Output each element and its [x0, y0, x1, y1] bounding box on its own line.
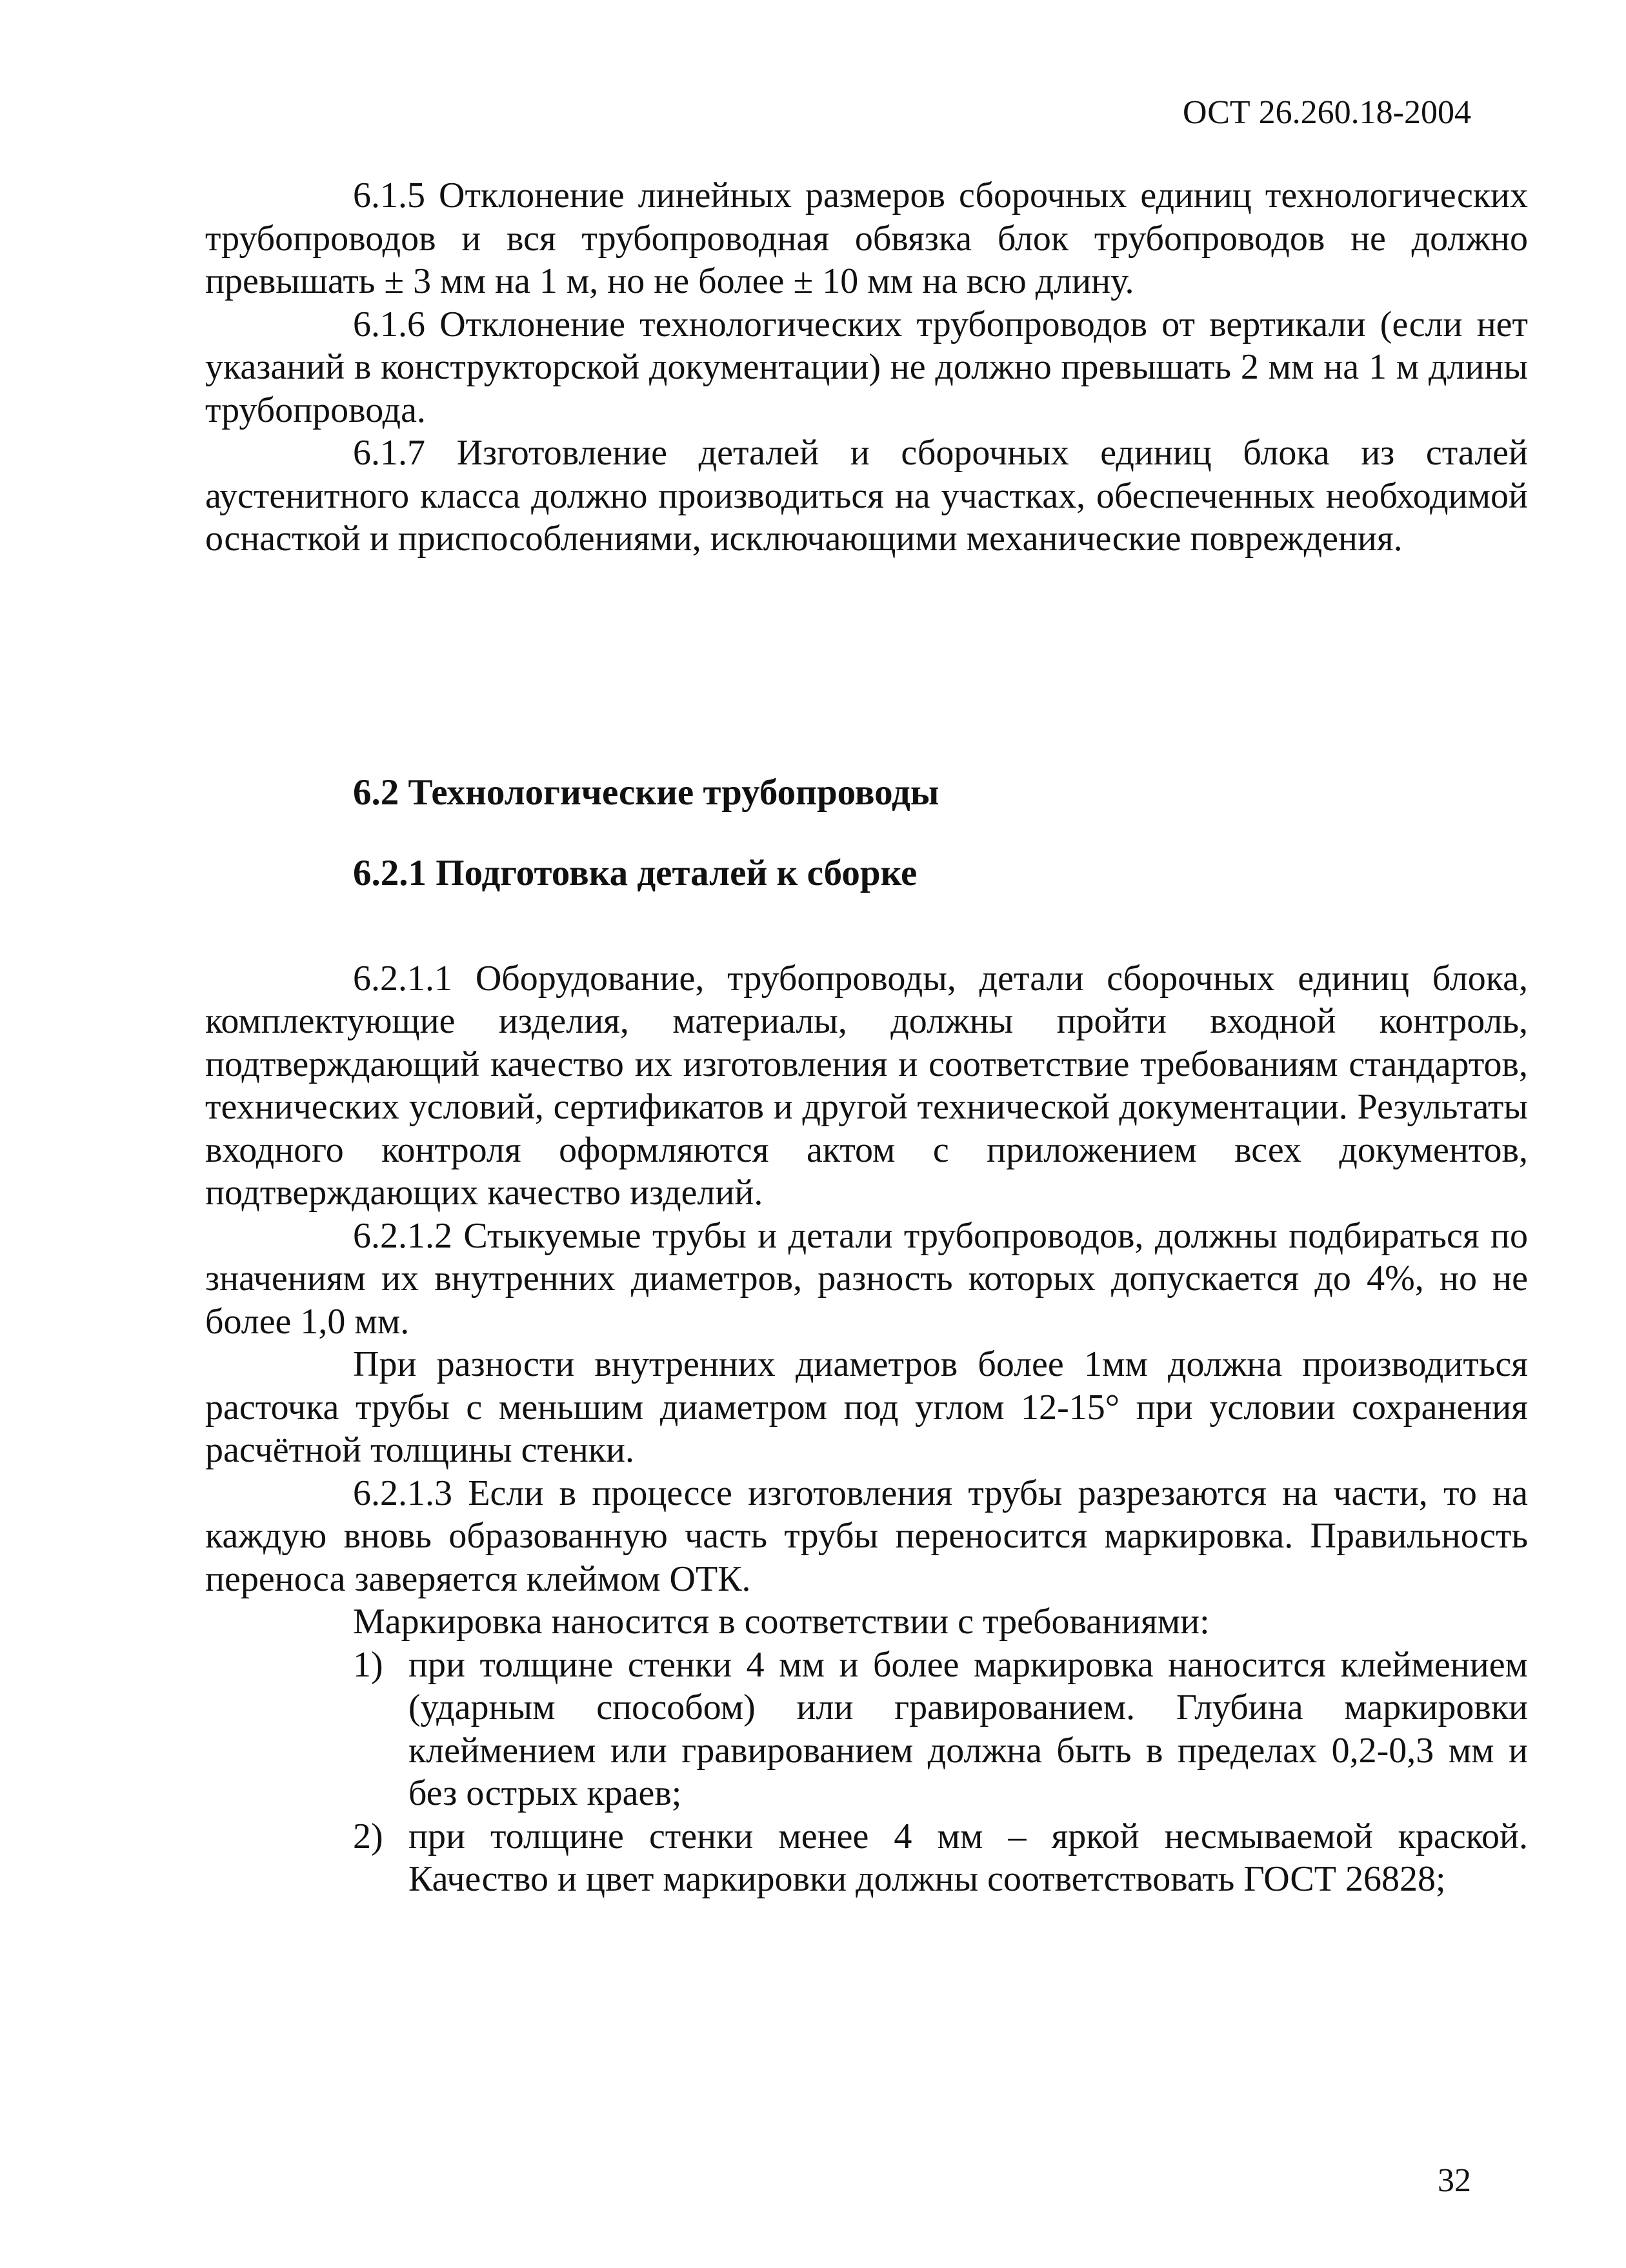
list-item: [205, 1644, 1528, 1815]
paragraph-marking-intro: Маркировка наносится в соответствии с требованиями:: [353, 1602, 1210, 1642]
paragraph-6-2-1-3: 6.2.1.3 Если в процессе изготовления трубы разрезаются на части, то на каждую вновь образованную часть трубы переносится маркировка. Правильность переноса заверяется клеймом ОТК.: [205, 1473, 1528, 1599]
paragraph-diameter-difference: При разности внутренних диаметров более 1мм должна производиться расточка трубы с меньшим диаметром под углом 12-15° при условии сохранения расчётной толщины стенки.: [205, 1344, 1528, 1470]
list-item-text: при толщине стенки менее 4 мм – яркой несмываемой краской. Качество и цвет маркировки должны соответствовать ГОСТ 26828;: [408, 1816, 1528, 1899]
page-content: [205, 174, 1528, 1901]
paragraph-6-2-1-2: 6.2.1.2 Стыкуемые трубы и детали трубопроводов, должны подбираться по значениям их внутренних диаметров, разность которых допускается до 4%, но не более 1,0 мм.: [205, 1215, 1528, 1342]
list-item: [205, 1815, 1528, 1901]
section-heading: 6.2 Технологические трубопроводы: [353, 771, 939, 813]
list-item-text: при толщине стенки 4 мм и более маркировка наносится клеймением (ударным способом) или гравированием. Глубина маркировки клеймением или гравированием должна быть в пределах 0,2-0,3 мм и без острых краев;: [408, 1644, 1528, 1813]
list-item-number: 1): [353, 1644, 383, 1685]
page-number: 32: [1438, 2162, 1471, 2199]
paragraph-6-1-7: 6.1.7 Изготовление деталей и сборочных единиц блока из сталей аустенитного класса должно производиться на участках, обеспеченных необходимой оснасткой и приспособлениями, исключающими механические повреждения.: [205, 433, 1528, 559]
subsection-heading: 6.2.1 Подготовка деталей к сборке: [353, 852, 918, 893]
marking-requirements-list: [205, 1644, 1528, 1901]
paragraph-6-1-5: 6.1.5 Отклонение линейных размеров сборочных единиц технологических трубопроводов и вся трубопроводная обвязка блок трубопроводов не должно превышать ± 3 мм на 1 м, но не более ± 10 мм на всю длину.: [205, 175, 1528, 301]
list-item-number: 2): [353, 1816, 383, 1856]
paragraph-6-2-1-1: 6.2.1.1 Оборудование, трубопроводы, детали сборочных единиц блока, комплектующие изделия, материалы, должны пройти входной контроль, подтверждающий качество их изготовления и соответствие требованиям стандартов, технических условий, сертификатов и другой технической документации. Результаты входного контроля оформляются актом с приложением всех документов, подтверждающих качество изделий.: [205, 958, 1528, 1213]
paragraph-6-1-6: 6.1.6 Отклонение технологических трубопроводов от вертикали (если нет указаний в конструкторской документации) не должно превышать 2 мм на 1 м длины трубопровода.: [205, 304, 1528, 430]
document-code: ОСТ 26.260.18-2004: [1183, 94, 1471, 131]
